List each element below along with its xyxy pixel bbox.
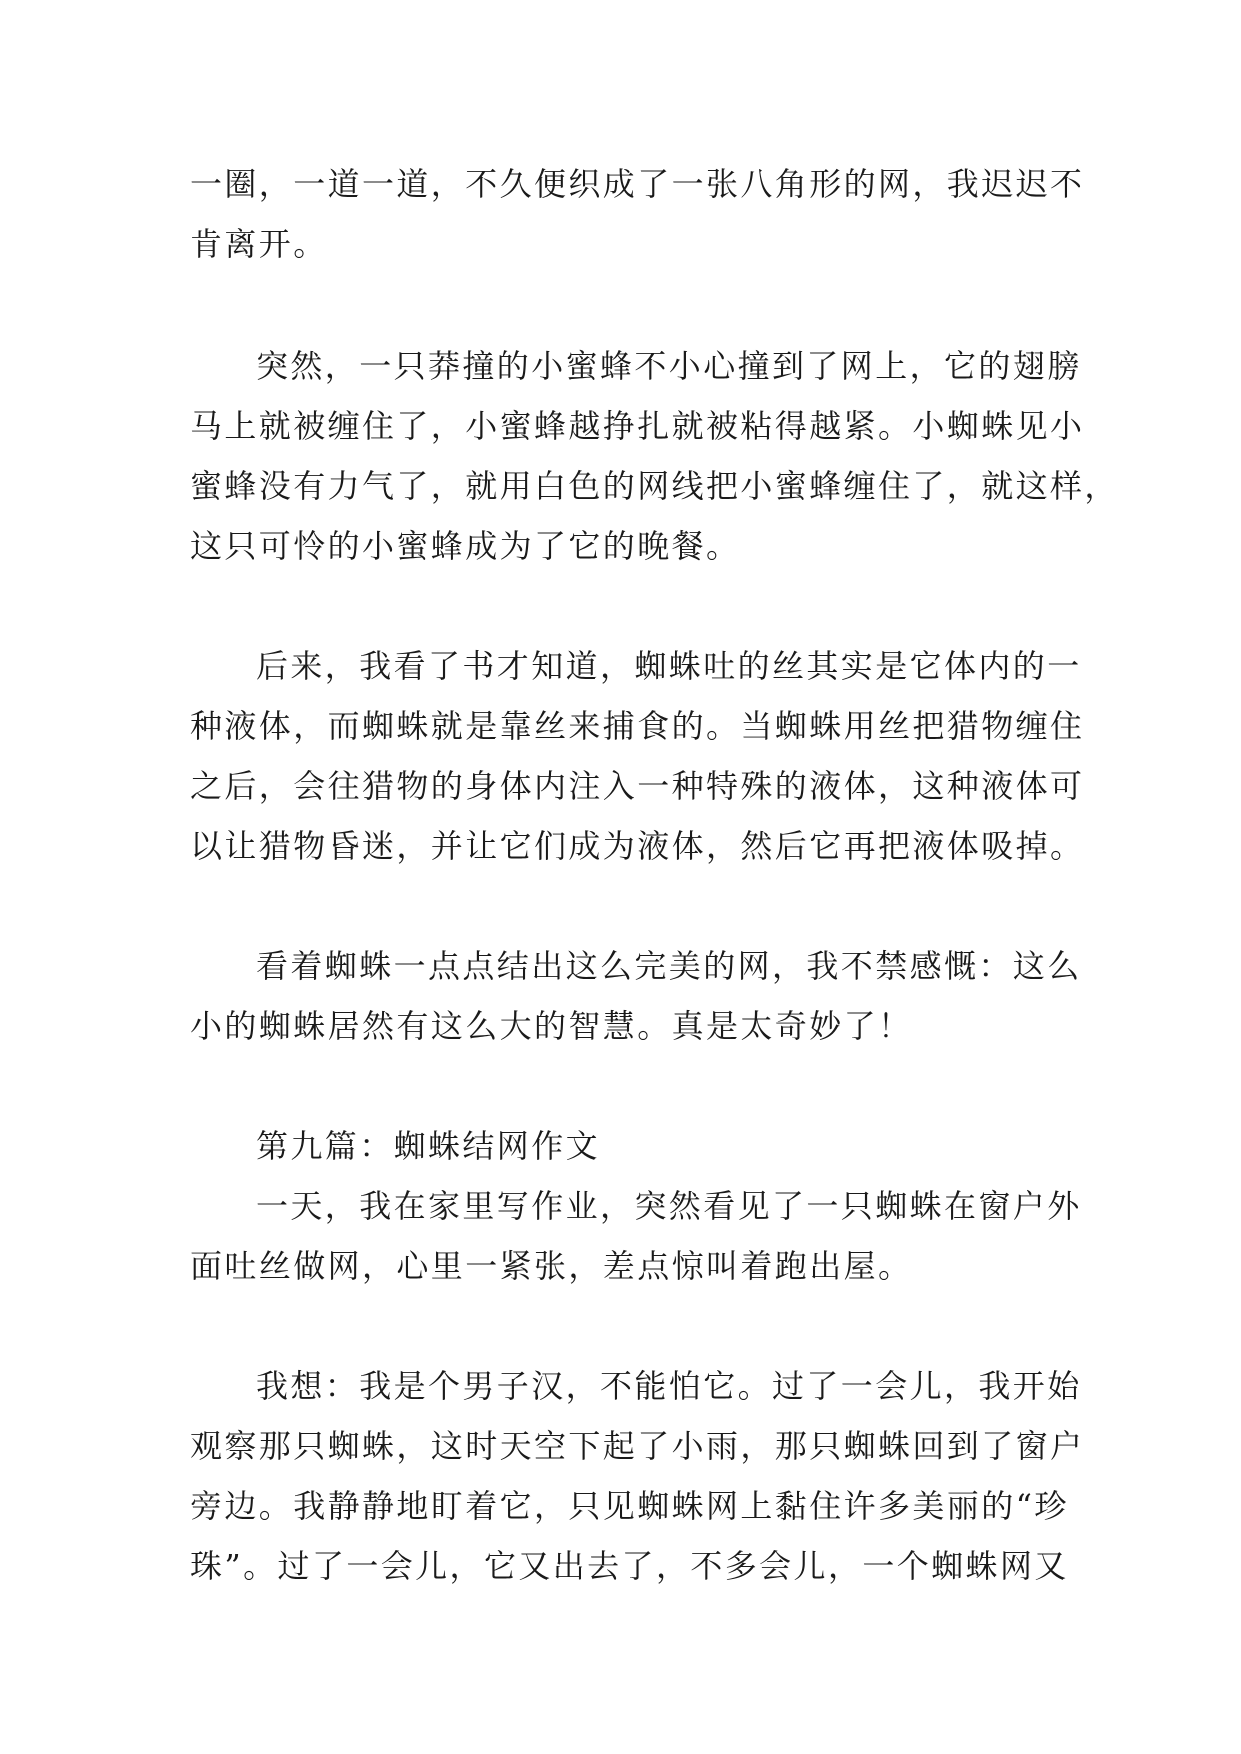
text-line: 种液体，而蜘蛛就是靠丝来捕食的。当蜘蛛用丝把猎物缠住	[190, 707, 1085, 745]
text-line: 之后，会往猎物的身体内注入一种特殊的液体，这种液体可	[190, 767, 1085, 805]
text-line: 这只可怜的小蜜蜂成为了它的晚餐。	[190, 527, 741, 565]
paragraph-start-line: 看着蜘蛛一点点结出这么完美的网，我不禁感慨：这么	[256, 947, 1082, 985]
paragraph-start-line: 后来，我看了书才知道，蜘蛛吐的丝其实是它体内的一	[256, 647, 1082, 685]
section-heading: 第九篇：蜘蛛结网作文	[256, 1127, 601, 1165]
text-line: 马上就被缠住了，小蜜蜂越挣扎就被粘得越紧。小蜘蛛见小	[190, 407, 1085, 445]
text-line: 珠”。过了一会儿，它又出去了，不多会儿，一个蜘蛛网又	[190, 1547, 1069, 1585]
text-line: 旁边。我静静地盯着它，只见蜘蛛网上黏住许多美丽的“珍	[190, 1487, 1069, 1525]
paragraph-start-line: 我想：我是个男子汉，不能怕它。过了一会儿，我开始	[256, 1367, 1082, 1405]
text-line: 蜜蜂没有力气了，就用白色的网线把小蜜蜂缠住了，就这样，	[190, 467, 1119, 505]
text-line: 面吐丝做网，心里一紧张，差点惊叫着跑出屋。	[190, 1247, 913, 1285]
paragraph-start-line: 一天，我在家里写作业，突然看见了一只蜘蛛在窗户外	[256, 1187, 1082, 1225]
paragraph-start-line: 突然，一只莽撞的小蜜蜂不小心撞到了网上，它的翅膀	[256, 347, 1082, 385]
text-line: 观察那只蜘蛛，这时天空下起了小雨，那只蜘蛛回到了窗户	[190, 1427, 1085, 1465]
text-line: 一圈，一道一道，不久便织成了一张八角形的网，我迟迟不	[190, 165, 1085, 203]
text-line: 小的蜘蛛居然有这么大的智慧。真是太奇妙了！	[190, 1007, 913, 1045]
text-line: 肯离开。	[190, 225, 328, 263]
text-line: 以让猎物昏迷，并让它们成为液体，然后它再把液体吸掉。	[190, 827, 1085, 865]
